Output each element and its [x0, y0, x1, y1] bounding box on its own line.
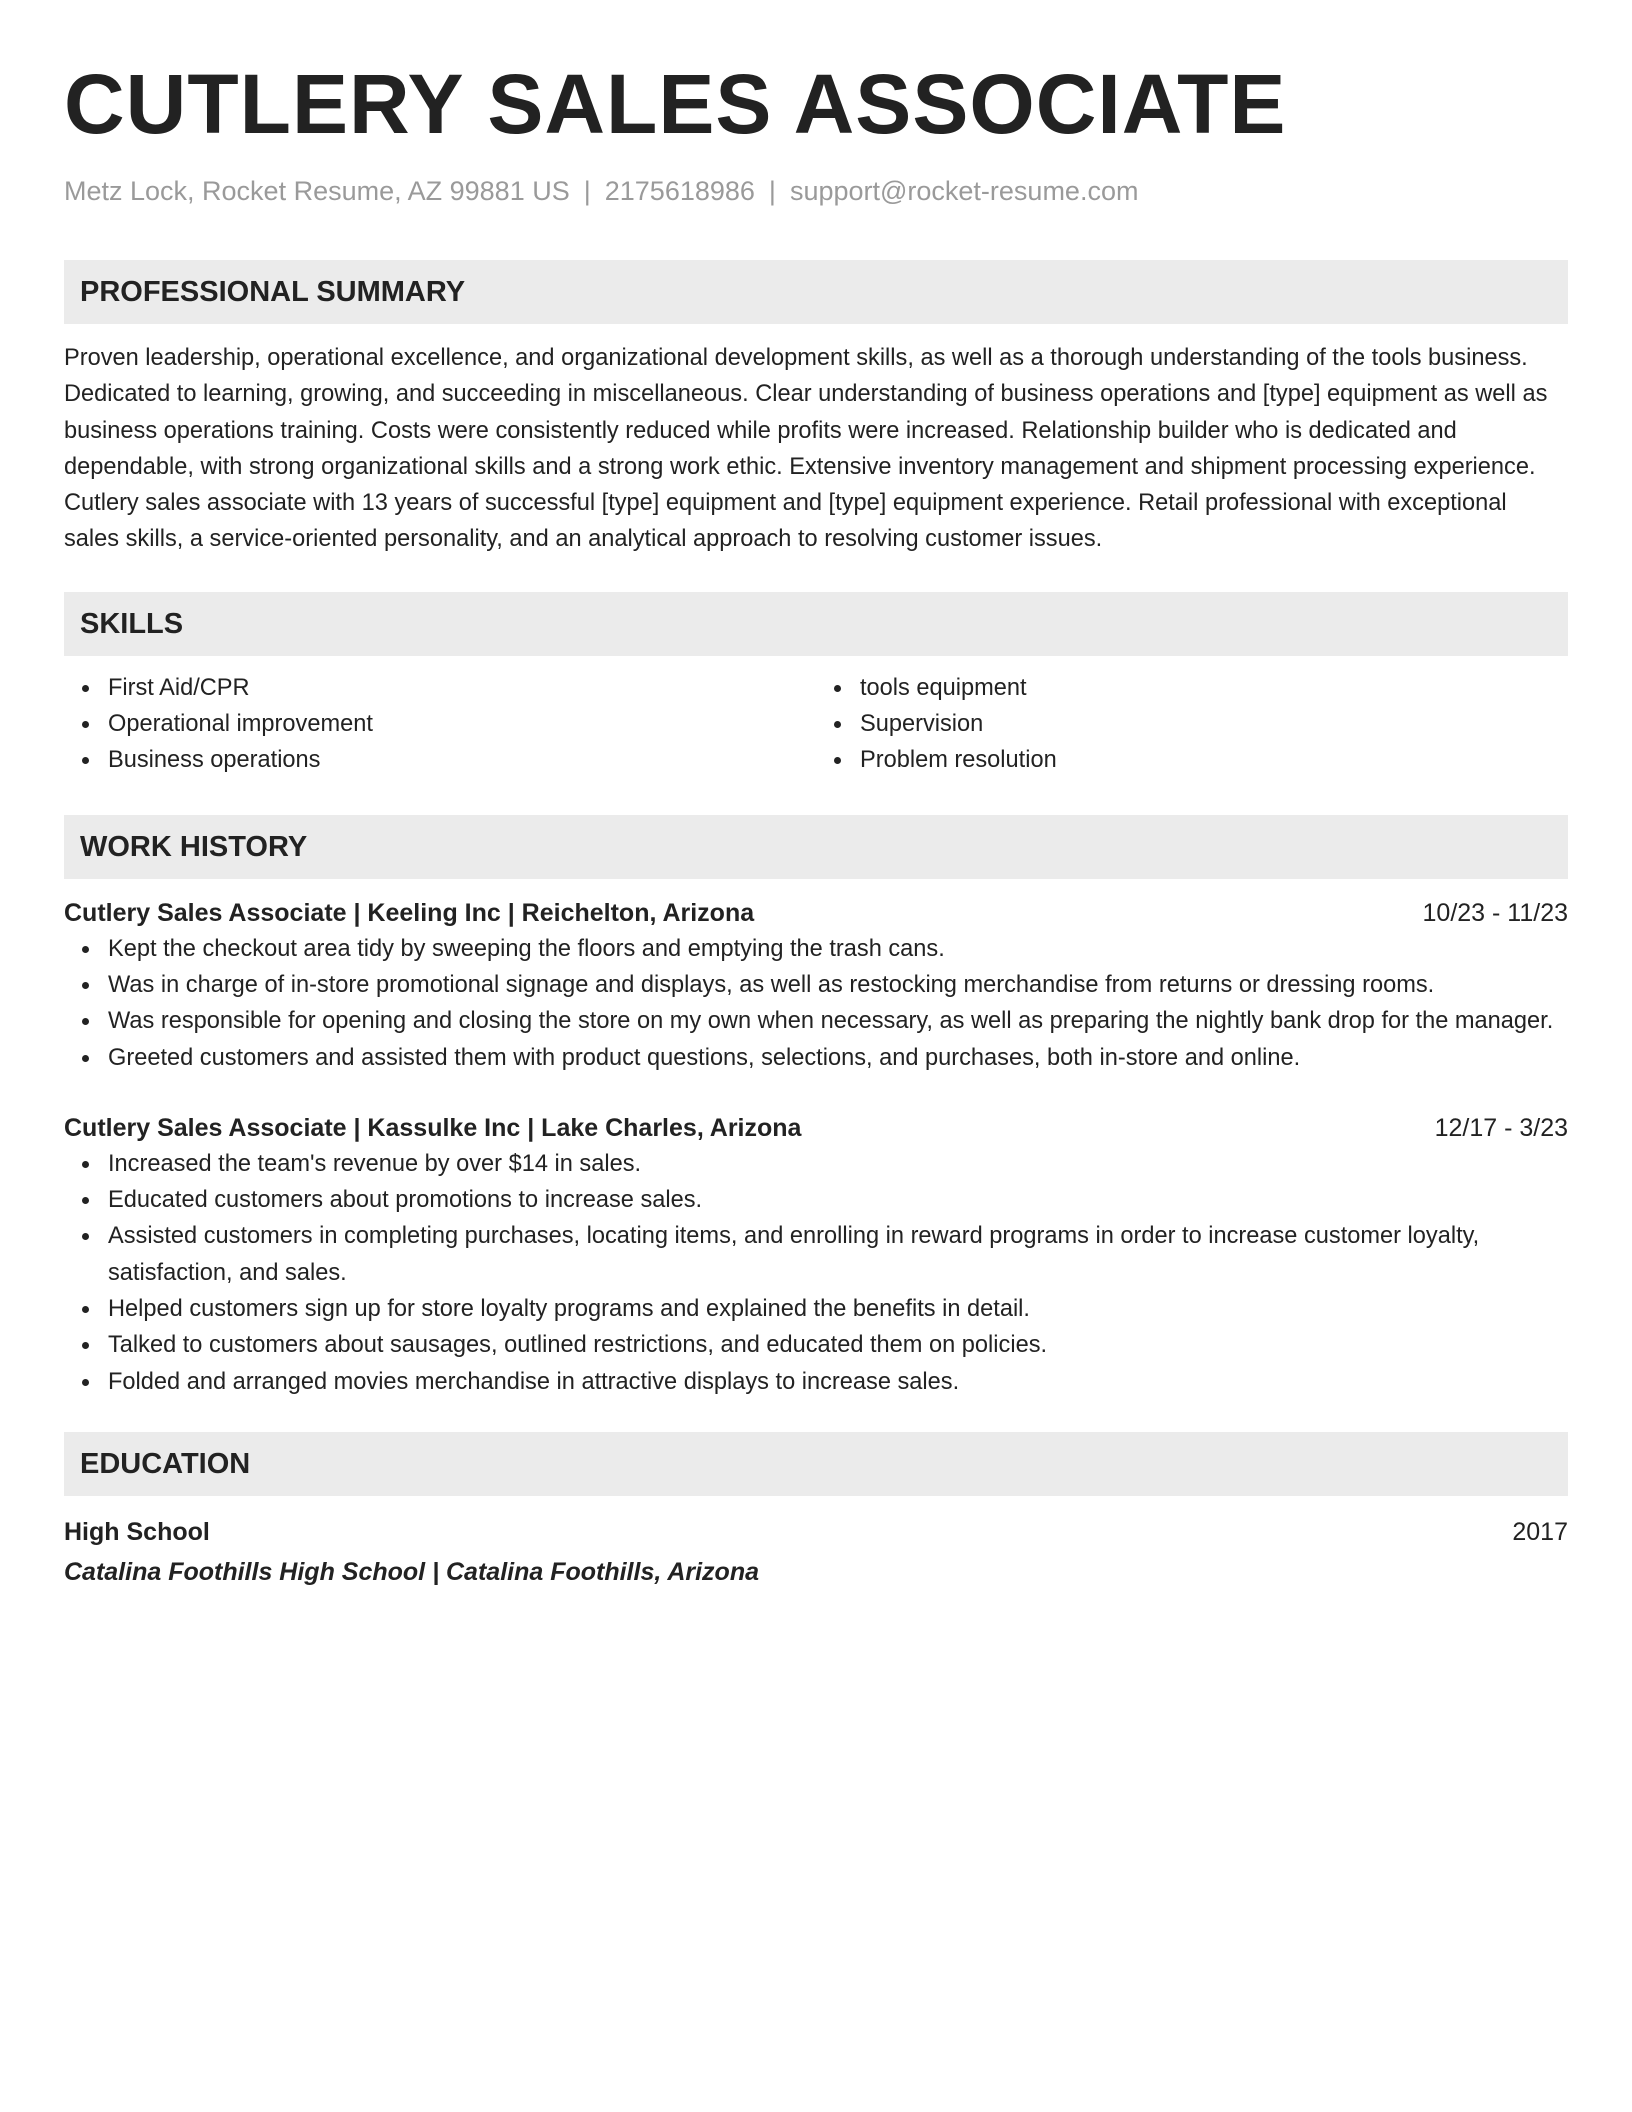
section-header-skills: SKILLS: [64, 592, 1568, 656]
job-bullet: Kept the checkout area tidy by sweeping the floors and emptying the trash cans.: [108, 931, 1568, 967]
skills-column-right: [816, 670, 1568, 779]
education-school: Catalina Foothills High School | Catalina Foothills, Arizona: [64, 1557, 759, 1586]
skill-item: First Aid/CPR: [108, 670, 816, 706]
section-header-work: WORK HISTORY: [64, 815, 1568, 879]
education-header: [64, 1514, 1568, 1550]
job-bullet: Talked to customers about sausages, outlined restrictions, and educated them on policies.: [108, 1327, 1568, 1363]
job-bullet: Greeted customers and assisted them with product questions, selections, and purchases, both in-store and online.: [108, 1040, 1568, 1076]
job-title: Cutlery Sales Associate | Kassulke Inc | Lake Charles, Arizona: [64, 1113, 802, 1142]
contact-separator: |: [583, 176, 591, 206]
job-bullet: Was in charge of in-store promotional signage and displays, as well as restocking merchandise from returns or dressing rooms.: [108, 967, 1568, 1003]
job-bullet: Educated customers about promotions to increase sales.: [108, 1182, 1568, 1218]
job-title: Cutlery Sales Associate | Keeling Inc | Reichelton, Arizona: [64, 898, 755, 927]
job-entry: [64, 895, 1568, 1076]
job-bullet: Assisted customers in completing purchases, locating items, and enrolling in reward programs in order to increase customer loyalty, satisfaction, and sales.: [108, 1218, 1568, 1291]
contact-address: Metz Lock, Rocket Resume, AZ 99881 US: [64, 176, 570, 206]
contact-email: support@rocket-resume.com: [789, 176, 1139, 206]
job-entry: [64, 1110, 1568, 1400]
job-dates: 10/23 - 11/23: [1422, 898, 1568, 927]
contact-line: [64, 174, 1568, 208]
job-bullet: Was responsible for opening and closing the store on my own when necessary, as well as preparing the nightly bank drop for the manager.: [108, 1003, 1568, 1039]
contact-separator: |: [768, 176, 776, 206]
contact-phone: 2175618986: [604, 176, 755, 206]
education-degree: High School: [64, 1517, 210, 1546]
skills-column-left: [64, 670, 816, 779]
resume-title: CUTLERY SALES ASSOCIATE: [64, 57, 1287, 151]
skill-item: Problem resolution: [860, 742, 1568, 778]
job-bullet: Increased the team's revenue by over $14 in sales.: [108, 1146, 1568, 1182]
section-header-education: EDUCATION: [64, 1432, 1568, 1496]
skill-item: Supervision: [860, 706, 1568, 742]
section-header-summary: PROFESSIONAL SUMMARY: [64, 260, 1568, 324]
job-bullet-list: [64, 931, 1568, 1076]
summary-text: Proven leadership, operational excellence, and organizational development skills, as well as a thorough understanding of the tools business. Dedicated to learning, growing, and succeeding in miscellaneous. Clear understanding of business operations and [type] equipment as well as business operations training. Costs were consistently reduced while profits were increased. Relationship builder who is dedicated and dependable, with strong organizational skills and a strong work ethic. Extensive inventory management and shipment processing experience. Cutlery sales associate with 13 years of successful [type] equipment and [type] equipment experience. Retail professional with exceptional sales skills, a service-oriented personality, and an analytical approach to resolving customer issues.: [64, 345, 1548, 553]
job-bullet-list: [64, 1146, 1568, 1400]
job-dates: 12/17 - 3/23: [1434, 1113, 1568, 1142]
education-year: 2017: [1512, 1517, 1568, 1546]
job-bullet: Folded and arranged movies merchandise in attractive displays to increase sales.: [108, 1364, 1568, 1400]
skill-item: Business operations: [108, 742, 816, 778]
job-header: [64, 895, 1568, 931]
skills-list: [64, 670, 1568, 779]
skill-item: tools equipment: [860, 670, 1568, 706]
job-header: [64, 1110, 1568, 1146]
job-bullet: Helped customers sign up for store loyalty programs and explained the benefits in detail.: [108, 1291, 1568, 1327]
skill-item: Operational improvement: [108, 706, 816, 742]
